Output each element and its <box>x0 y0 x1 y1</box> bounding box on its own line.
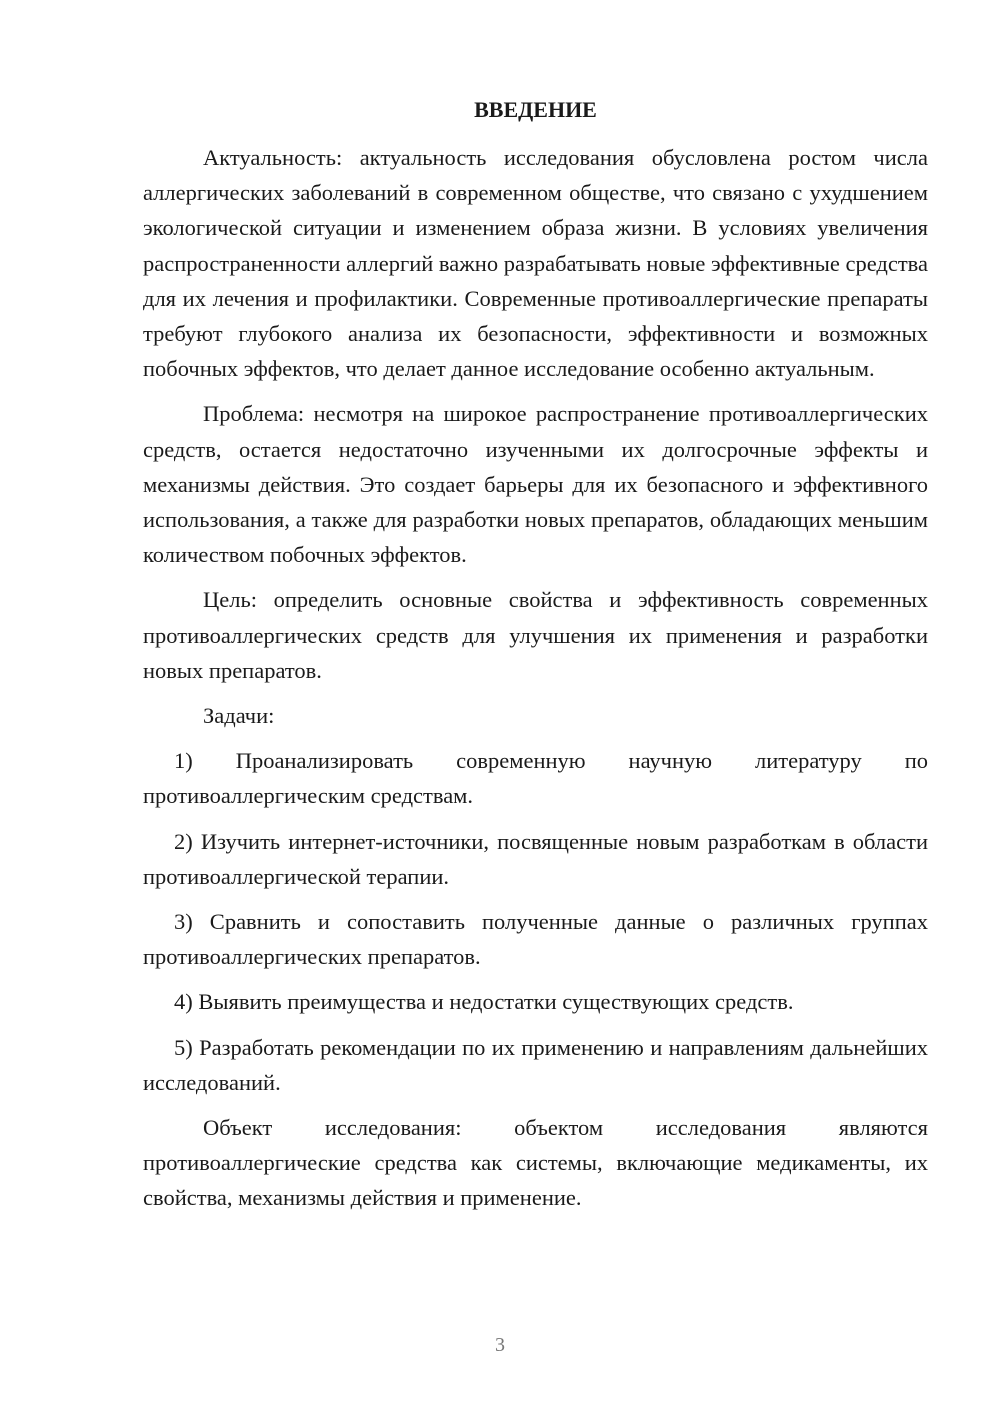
paragraph-object: Объект исследования: объектом исследования являются противоаллергические средства как системы, включающие медикаменты, их свойства, механизмы действия и применение. <box>143 1115 928 1211</box>
page-number: 3 <box>495 1334 505 1356</box>
paragraph-goal: Цель: определить основные свойства и эффективность современных противоаллергических средств для улучшения их применения и разработки новых препаратов. <box>143 587 928 683</box>
task-item: 4) Выявить преимущества и недостатки существующих средств. <box>174 989 794 1015</box>
task-item: 5) Разработать рекомендации по их применению и направлениям дальнейших исследований. <box>143 1034 928 1095</box>
task-item: 2) Изучить интернет-источники, посвященные новым разработкам в области противоаллергической терапии. <box>143 828 928 889</box>
task-item: 1) Проанализировать современную научную литературу по противоаллергическим средствам. <box>143 748 928 809</box>
paragraph-relevance: Актуальность: актуальность исследования обусловлена ростом числа аллергических заболеваний в современном обществе, что связано с ухудшением экологической ситуации и изменением образа жизни. В условиях увеличения распространенности аллергий важно разрабатывать новые эффективные средства для их лечения и профилактики. Современные противоаллергические препараты требуют глубокого анализа их безопасности, эффективности и возможных побочных эффектов, что делает данное исследование особенно актуальным. <box>143 145 928 382</box>
paragraph-problem: Проблема: несмотря на широкое распространение противоаллергических средств, остается недостаточно изученными их долгосрочные эффекты и механизмы действия. Это создает барьеры для их безопасного и эффективного использования, а также для разработки новых препаратов, обладающих меньшим количеством побочных эффектов. <box>143 401 928 568</box>
section-heading: ВВЕДЕНИЕ <box>474 97 597 122</box>
document-page <box>143 92 928 1216</box>
task-item: 3) Сравнить и сопоставить полученные данные о различных группах противоаллергических препаратов. <box>143 909 928 970</box>
tasks-label: Задачи: <box>203 703 275 729</box>
